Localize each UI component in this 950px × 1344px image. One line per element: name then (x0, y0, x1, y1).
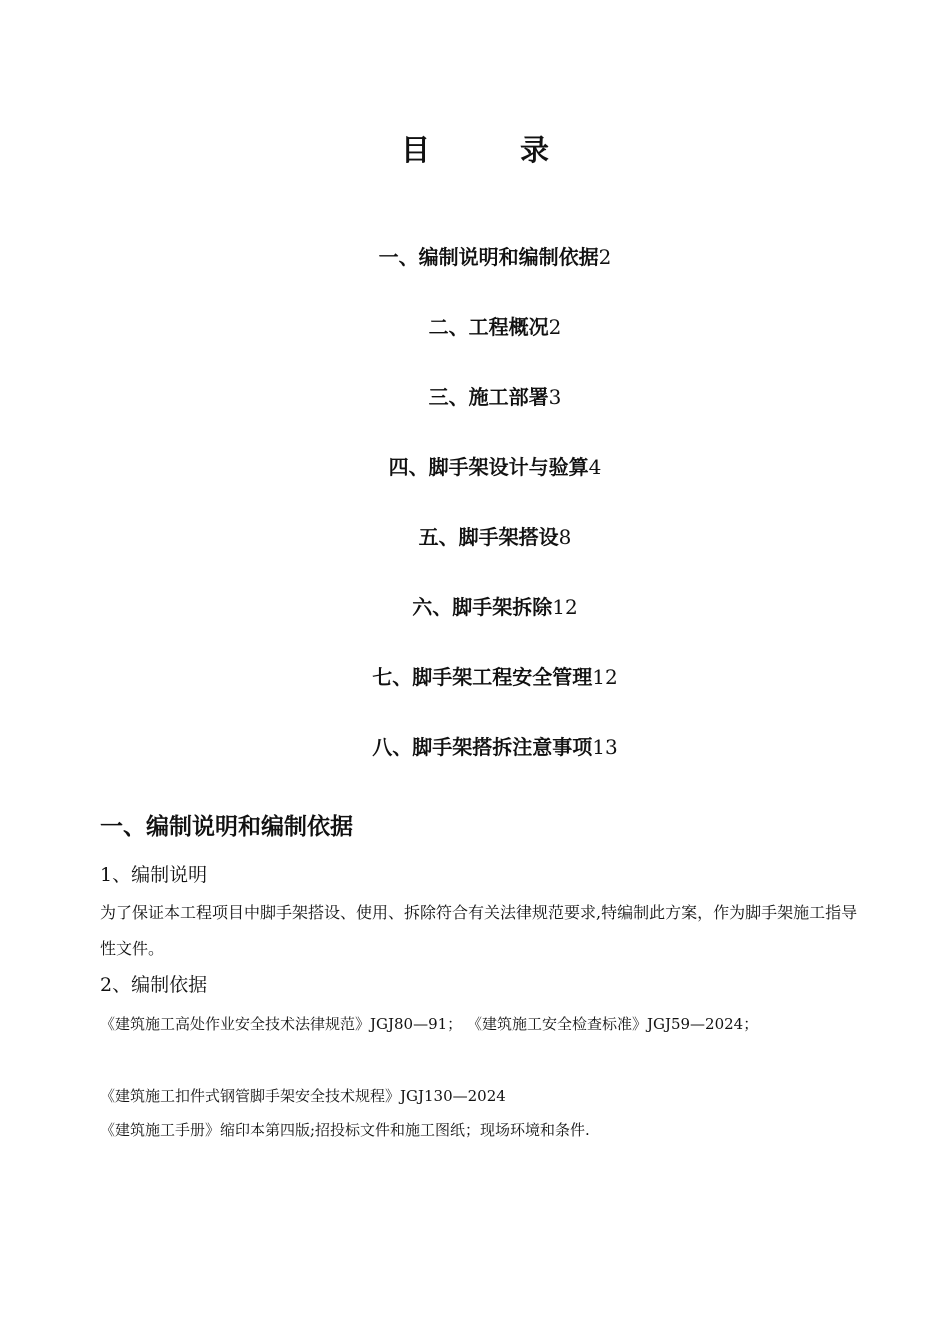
toc-item[interactable] (0, 448, 950, 518)
toc-item-page: 2 (598, 245, 612, 269)
toc-item-page: 4 (588, 455, 602, 479)
toc-list (0, 238, 950, 798)
toc-item-label: 二、工程概况 (428, 315, 549, 339)
reference-line: 《建筑施工手册》缩印本第四版;招投标文件和施工图纸；现场环境和条件. (100, 1121, 590, 1139)
toc-item[interactable] (0, 588, 950, 658)
toc-title: 目 录 (400, 133, 590, 167)
subsection-title: 1、编制说明 (100, 864, 208, 886)
toc-item-label: 五、脚手架搭设 (418, 525, 559, 549)
reference-line: 《建筑施工高处作业安全技术法律规范》JGJ80—91； 《建筑施工安全检查标准》JGJ59—2024； (100, 1015, 759, 1033)
subsection-title: 2、编制依据 (100, 974, 208, 996)
toc-item[interactable] (0, 378, 950, 448)
toc-item-label: 四、脚手架设计与验算 (388, 455, 589, 479)
toc-item[interactable] (0, 658, 950, 728)
toc-item-page: 12 (592, 665, 618, 689)
toc-item-page: 3 (548, 385, 562, 409)
toc-item-page: 8 (558, 525, 572, 549)
toc-item-label: 三、施工部署 (428, 385, 549, 409)
toc-item-label: 六、脚手架拆除 (412, 595, 553, 619)
toc-item-page: 13 (592, 735, 618, 759)
section-heading: 一、编制说明和编制依据 (100, 814, 353, 840)
toc-item-label: 一、编制说明和编制依据 (378, 245, 599, 269)
toc-item-label: 七、脚手架工程安全管理 (372, 665, 593, 689)
toc-item[interactable] (0, 518, 950, 588)
toc-item[interactable] (0, 308, 950, 378)
toc-item-page: 2 (548, 315, 562, 339)
paragraph: 为了保证本工程项目中脚手架搭设、使用、拆除符合有关法律规范要求,特编制此方案，作为脚手架施工指导性文件。 (100, 903, 858, 958)
toc-item[interactable] (0, 728, 950, 798)
toc-item[interactable] (0, 238, 950, 308)
toc-item-page: 12 (552, 595, 578, 619)
toc-item-label: 八、脚手架搭拆注意事项 (372, 735, 593, 759)
reference-line: 《建筑施工扣件式钢管脚手架安全技术规程》JGJ130—2024 (100, 1087, 506, 1105)
